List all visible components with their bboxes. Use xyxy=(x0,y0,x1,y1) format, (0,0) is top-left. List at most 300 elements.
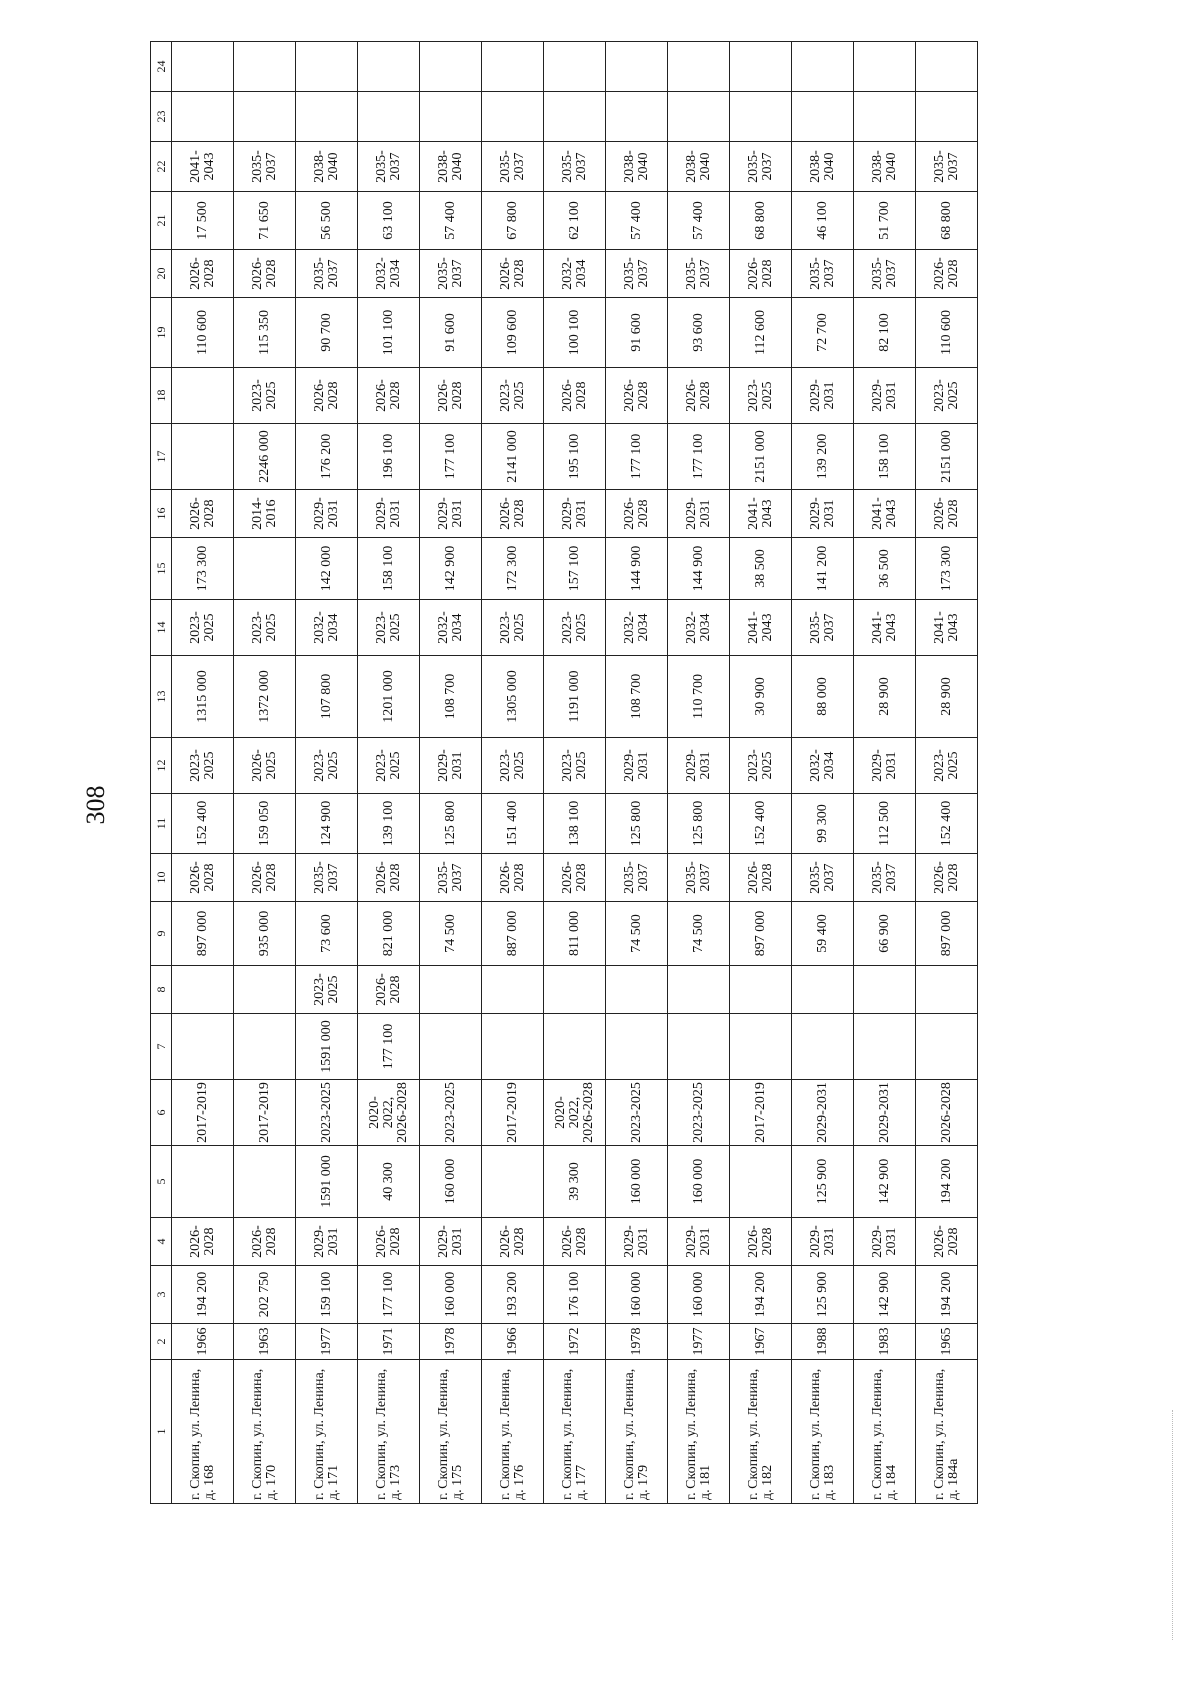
table-cell xyxy=(792,1014,854,1080)
table-cell: 2023-2025 xyxy=(544,600,606,656)
table-cell: 2026-2028 xyxy=(544,1218,606,1266)
address-cell: г. Скопин, ул. Ленина, д. 184а xyxy=(916,1360,978,1504)
table-cell: 2032-2034 xyxy=(544,250,606,298)
address-cell: г. Скопин, ул. Ленина, д. 184 xyxy=(854,1360,916,1504)
table-cell: 2151 000 xyxy=(730,424,792,490)
table-cell xyxy=(544,92,606,142)
table-cell xyxy=(296,42,358,92)
column-number-header: 11 xyxy=(151,794,172,854)
table-cell xyxy=(606,42,668,92)
table-cell: 46 100 xyxy=(792,192,854,250)
table-cell: 176 200 xyxy=(296,424,358,490)
table-cell: 2035-2037 xyxy=(792,600,854,656)
table-cell: 57 400 xyxy=(606,192,668,250)
table-cell: 2023-2025 xyxy=(482,600,544,656)
table-row xyxy=(482,42,544,1504)
table-cell: 1972 xyxy=(544,1324,606,1360)
table-cell: 115 350 xyxy=(234,298,296,368)
table-cell: 1977 xyxy=(296,1324,358,1360)
table-cell: 2041-2043 xyxy=(854,490,916,538)
table-cell: 40 300 xyxy=(358,1146,420,1218)
table-cell: 38 500 xyxy=(730,538,792,600)
table-cell: 2029-2031 xyxy=(296,1218,358,1266)
table-cell: 82 100 xyxy=(854,298,916,368)
table-cell: 2029-2031 xyxy=(792,1080,854,1146)
table-cell: 72 700 xyxy=(792,298,854,368)
table-cell: 125 800 xyxy=(420,794,482,854)
table-cell xyxy=(916,966,978,1014)
table-cell: 1305 000 xyxy=(482,656,544,738)
table-cell: 158 100 xyxy=(854,424,916,490)
table-cell: 2017-2019 xyxy=(730,1080,792,1146)
table-cell: 144 900 xyxy=(668,538,730,600)
table-cell: 90 700 xyxy=(296,298,358,368)
table-cell: 2026-2028 xyxy=(668,368,730,424)
table-cell: 2026-2028 xyxy=(172,490,234,538)
table-cell: 2029-2031 xyxy=(420,1218,482,1266)
table-cell: 2029-2031 xyxy=(358,490,420,538)
table-cell: 1372 000 xyxy=(234,656,296,738)
table-cell: 100 100 xyxy=(544,298,606,368)
table-cell: 2035-2037 xyxy=(854,854,916,902)
table-cell xyxy=(482,42,544,92)
table-cell xyxy=(172,42,234,92)
table-cell: 2026-2028 xyxy=(482,490,544,538)
table-cell: 1966 xyxy=(172,1324,234,1360)
table-cell: 152 400 xyxy=(730,794,792,854)
address-cell: г. Скопин, ул. Ленина, д. 176 xyxy=(482,1360,544,1504)
table-cell xyxy=(234,1014,296,1080)
table-cell xyxy=(234,42,296,92)
table-cell xyxy=(234,92,296,142)
table-cell: 2032-2034 xyxy=(358,250,420,298)
table-cell: 151 400 xyxy=(482,794,544,854)
column-number-header: 20 xyxy=(151,250,172,298)
table-cell xyxy=(420,966,482,1014)
table-cell: 101 100 xyxy=(358,298,420,368)
table-cell xyxy=(668,966,730,1014)
rotated-table-container xyxy=(150,42,1040,1504)
table-cell: 194 200 xyxy=(730,1266,792,1324)
table-cell: 67 800 xyxy=(482,192,544,250)
table-cell: 811 000 xyxy=(544,902,606,966)
table-cell: 2017-2019 xyxy=(172,1080,234,1146)
table-cell: 2035-2037 xyxy=(296,854,358,902)
table-cell: 57 400 xyxy=(668,192,730,250)
table-cell: 196 100 xyxy=(358,424,420,490)
table-cell: 2029-2031 xyxy=(420,490,482,538)
column-number-header: 15 xyxy=(151,538,172,600)
table-cell: 2029-2031 xyxy=(544,490,606,538)
table-cell: 63 100 xyxy=(358,192,420,250)
table-cell: 2035-2037 xyxy=(420,250,482,298)
table-cell xyxy=(172,1146,234,1218)
table-cell: 2017-2019 xyxy=(482,1080,544,1146)
table-cell xyxy=(792,92,854,142)
table-cell: 2026-2028 xyxy=(916,250,978,298)
table-cell: 2023-2025 xyxy=(668,1080,730,1146)
table-cell: 2014-2016 xyxy=(234,490,296,538)
table-cell: 2038-2040 xyxy=(296,142,358,192)
table-cell: 2035-2037 xyxy=(730,142,792,192)
table-cell: 2026-2028 xyxy=(358,966,420,1014)
table-cell: 177 100 xyxy=(420,424,482,490)
table-cell xyxy=(172,966,234,1014)
table-cell: 2023-2025 xyxy=(544,738,606,794)
table-cell xyxy=(730,42,792,92)
table-cell: 57 400 xyxy=(420,192,482,250)
table-cell xyxy=(420,92,482,142)
table-cell: 1978 xyxy=(420,1324,482,1360)
table-cell: 1966 xyxy=(482,1324,544,1360)
table-cell: 2023-2025 xyxy=(296,1080,358,1146)
table-row xyxy=(234,42,296,1504)
table-cell: 2029-2031 xyxy=(606,1218,668,1266)
address-cell: г. Скопин, ул. Ленина, д. 173 xyxy=(358,1360,420,1504)
table-cell: 2026-2028 xyxy=(482,854,544,902)
table-cell: 112 500 xyxy=(854,794,916,854)
table-cell: 68 800 xyxy=(916,192,978,250)
column-number-header: 17 xyxy=(151,424,172,490)
table-cell: 88 000 xyxy=(792,656,854,738)
table-cell: 2038-2040 xyxy=(668,142,730,192)
table-cell: 2023-2025 xyxy=(296,966,358,1014)
column-number-header: 10 xyxy=(151,854,172,902)
table-cell: 2023-2025 xyxy=(916,738,978,794)
table-cell: 2026-2028 xyxy=(234,854,296,902)
table-cell: 2029-2031 xyxy=(854,368,916,424)
address-cell: г. Скопин, ул. Ленина, д. 170 xyxy=(234,1360,296,1504)
table-cell: 139 100 xyxy=(358,794,420,854)
table-cell xyxy=(544,1014,606,1080)
table-cell: 2035-2037 xyxy=(792,854,854,902)
table-cell: 2035-2037 xyxy=(420,854,482,902)
table-cell: 177 100 xyxy=(358,1014,420,1080)
column-number-header: 21 xyxy=(151,192,172,250)
table-cell: 28 900 xyxy=(916,656,978,738)
table-cell: 108 700 xyxy=(606,656,668,738)
table-cell xyxy=(234,1146,296,1218)
table-cell: 74 500 xyxy=(668,902,730,966)
column-number-header: 8 xyxy=(151,966,172,1014)
table-cell xyxy=(172,368,234,424)
table-cell: 2023-2025 xyxy=(916,368,978,424)
table-cell xyxy=(296,92,358,142)
table-cell: 1977 xyxy=(668,1324,730,1360)
table-cell: 2038-2040 xyxy=(420,142,482,192)
table-cell: 2029-2031 xyxy=(420,738,482,794)
table-cell: 91 600 xyxy=(420,298,482,368)
column-number-header: 19 xyxy=(151,298,172,368)
table-cell: 110 600 xyxy=(172,298,234,368)
table-cell: 2023-2025 xyxy=(172,738,234,794)
table-cell: 1978 xyxy=(606,1324,668,1360)
table-cell: 36 500 xyxy=(854,538,916,600)
table-cell: 2032-2034 xyxy=(792,738,854,794)
table-body xyxy=(172,42,978,1504)
table-cell: 194 200 xyxy=(916,1266,978,1324)
table-cell: 2029-2031 xyxy=(668,1218,730,1266)
table-cell xyxy=(730,966,792,1014)
table-cell: 194 200 xyxy=(172,1266,234,1324)
table-cell: 66 900 xyxy=(854,902,916,966)
table-row xyxy=(296,42,358,1504)
table-cell: 160 000 xyxy=(606,1146,668,1218)
table-cell: 160 000 xyxy=(420,1146,482,1218)
table-cell: 2032-2034 xyxy=(420,600,482,656)
column-number-header: 7 xyxy=(151,1014,172,1080)
table-cell: 2026-2028 xyxy=(358,368,420,424)
scan-artifact xyxy=(1172,1410,1175,1640)
table-cell: 1965 xyxy=(916,1324,978,1360)
table-cell xyxy=(420,42,482,92)
table-cell: 194 200 xyxy=(916,1146,978,1218)
table-cell xyxy=(668,1014,730,1080)
table-row xyxy=(606,42,668,1504)
table-cell: 2035-2037 xyxy=(792,250,854,298)
table-cell: 109 600 xyxy=(482,298,544,368)
table-cell: 51 700 xyxy=(854,192,916,250)
table-cell: 2020-2022, 2026-2028 xyxy=(544,1080,606,1146)
table-cell: 2026-2028 xyxy=(916,854,978,902)
table-cell: 2035-2037 xyxy=(668,250,730,298)
table-cell xyxy=(358,92,420,142)
table-cell: 2029-2031 xyxy=(854,1218,916,1266)
table-cell: 91 600 xyxy=(606,298,668,368)
table-cell xyxy=(668,92,730,142)
table-cell: 158 100 xyxy=(358,538,420,600)
table-cell: 139 200 xyxy=(792,424,854,490)
table-cell: 1591 000 xyxy=(296,1014,358,1080)
table-cell xyxy=(916,92,978,142)
table-cell xyxy=(482,1146,544,1218)
table-cell: 159 100 xyxy=(296,1266,358,1324)
table-cell: 1201 000 xyxy=(358,656,420,738)
table-cell: 2026-2028 xyxy=(172,1218,234,1266)
table-cell: 2035-2037 xyxy=(234,142,296,192)
table-cell: 2026-2028 xyxy=(296,368,358,424)
column-number-header: 14 xyxy=(151,600,172,656)
column-number-header: 16 xyxy=(151,490,172,538)
table-cell: 1971 xyxy=(358,1324,420,1360)
table-cell: 74 500 xyxy=(420,902,482,966)
table-cell: 159 050 xyxy=(234,794,296,854)
table-cell xyxy=(792,42,854,92)
table-cell: 2023-2025 xyxy=(358,600,420,656)
table-cell: 2151 000 xyxy=(916,424,978,490)
table-cell: 2026-2028 xyxy=(172,250,234,298)
table-cell: 2026-2028 xyxy=(916,1080,978,1146)
table-cell xyxy=(544,42,606,92)
housing-register-table xyxy=(150,41,978,1504)
table-cell xyxy=(234,538,296,600)
table-row xyxy=(420,42,482,1504)
table-cell: 2035-2037 xyxy=(358,142,420,192)
table-cell xyxy=(482,1014,544,1080)
table-cell: 2038-2040 xyxy=(792,142,854,192)
table-cell: 935 000 xyxy=(234,902,296,966)
table-cell: 176 100 xyxy=(544,1266,606,1324)
table-cell: 2023-2025 xyxy=(296,738,358,794)
table-row xyxy=(854,42,916,1504)
table-cell: 125 900 xyxy=(792,1266,854,1324)
address-cell: г. Скопин, ул. Ленина, д. 182 xyxy=(730,1360,792,1504)
table-cell: 173 300 xyxy=(916,538,978,600)
table-cell: 2026-2028 xyxy=(420,368,482,424)
table-row xyxy=(916,42,978,1504)
table-cell: 2026-2028 xyxy=(358,1218,420,1266)
table-cell: 144 900 xyxy=(606,538,668,600)
table-cell: 59 400 xyxy=(792,902,854,966)
table-cell: 74 500 xyxy=(606,902,668,966)
table-cell: 177 100 xyxy=(358,1266,420,1324)
table-cell xyxy=(234,966,296,1014)
table-cell xyxy=(916,42,978,92)
page-number: 308 xyxy=(81,785,110,825)
table-cell xyxy=(172,424,234,490)
table-row xyxy=(792,42,854,1504)
table-cell: 2029-2031 xyxy=(792,1218,854,1266)
table-cell: 2035-2037 xyxy=(606,250,668,298)
column-number-header: 4 xyxy=(151,1218,172,1266)
table-cell: 56 500 xyxy=(296,192,358,250)
table-cell: 2035-2037 xyxy=(296,250,358,298)
table-cell: 93 600 xyxy=(668,298,730,368)
table-cell: 2023-2025 xyxy=(234,368,296,424)
table-cell: 173 300 xyxy=(172,538,234,600)
table-cell xyxy=(606,92,668,142)
table-cell: 2023-2025 xyxy=(172,600,234,656)
table-cell xyxy=(730,92,792,142)
table-cell: 1191 000 xyxy=(544,656,606,738)
table-cell xyxy=(482,92,544,142)
table-cell: 193 200 xyxy=(482,1266,544,1324)
table-cell: 108 700 xyxy=(420,656,482,738)
table-row xyxy=(544,42,606,1504)
table-cell: 2023-2025 xyxy=(234,600,296,656)
table-cell xyxy=(854,966,916,1014)
table-cell: 2029-2031 xyxy=(668,738,730,794)
table-cell: 141 200 xyxy=(792,538,854,600)
table-cell: 897 000 xyxy=(172,902,234,966)
table-cell: 2035-2037 xyxy=(668,854,730,902)
address-cell: г. Скопин, ул. Ленина, д. 179 xyxy=(606,1360,668,1504)
table-cell: 2041-2043 xyxy=(730,600,792,656)
table-cell xyxy=(358,42,420,92)
table-cell: 2026-2028 xyxy=(234,1218,296,1266)
table-cell xyxy=(916,1014,978,1080)
table-cell: 2035-2037 xyxy=(854,250,916,298)
table-cell: 2029-2031 xyxy=(792,368,854,424)
table-cell: 195 100 xyxy=(544,424,606,490)
table-cell: 2023-2025 xyxy=(730,738,792,794)
table-cell: 2023-2025 xyxy=(358,738,420,794)
table-cell: 62 100 xyxy=(544,192,606,250)
table-cell: 107 800 xyxy=(296,656,358,738)
table-cell: 2032-2034 xyxy=(606,600,668,656)
table-cell: 125 800 xyxy=(606,794,668,854)
table-cell: 2023-2025 xyxy=(606,1080,668,1146)
column-number-header: 24 xyxy=(151,42,172,92)
table-cell: 124 900 xyxy=(296,794,358,854)
table-cell: 125 800 xyxy=(668,794,730,854)
table-cell: 2041-2043 xyxy=(730,490,792,538)
column-number-header: 2 xyxy=(151,1324,172,1360)
column-number-header: 3 xyxy=(151,1266,172,1324)
table-cell: 142 900 xyxy=(420,538,482,600)
table-cell: 2026-2028 xyxy=(730,854,792,902)
table-cell: 138 100 xyxy=(544,794,606,854)
table-cell: 2023-2025 xyxy=(482,738,544,794)
table-cell: 2038-2040 xyxy=(606,142,668,192)
table-cell: 157 100 xyxy=(544,538,606,600)
table-cell: 2023-2025 xyxy=(482,368,544,424)
table-cell: 110 600 xyxy=(916,298,978,368)
table-cell: 160 000 xyxy=(668,1266,730,1324)
table-cell: 110 700 xyxy=(668,656,730,738)
table-cell: 2029-2031 xyxy=(854,1080,916,1146)
table-cell: 1315 000 xyxy=(172,656,234,738)
table-cell: 2026-2028 xyxy=(730,1218,792,1266)
table-cell xyxy=(854,42,916,92)
table-cell xyxy=(172,92,234,142)
table-cell xyxy=(544,966,606,1014)
table-cell: 2026-2028 xyxy=(234,250,296,298)
table-cell: 73 600 xyxy=(296,902,358,966)
column-number-header: 23 xyxy=(151,92,172,142)
table-cell: 177 100 xyxy=(668,424,730,490)
column-number-header: 6 xyxy=(151,1080,172,1146)
table-cell xyxy=(420,1014,482,1080)
table-cell: 202 750 xyxy=(234,1266,296,1324)
table-cell: 2026-2028 xyxy=(482,1218,544,1266)
table-cell: 897 000 xyxy=(730,902,792,966)
table-cell: 2026-2028 xyxy=(916,1218,978,1266)
table-cell: 2026-2028 xyxy=(544,854,606,902)
column-number-header: 5 xyxy=(151,1146,172,1218)
table-cell: 99 300 xyxy=(792,794,854,854)
table-cell xyxy=(482,966,544,1014)
table-cell: 2032-2034 xyxy=(668,600,730,656)
table-cell: 2029-2031 xyxy=(854,738,916,794)
table-row xyxy=(730,42,792,1504)
table-cell: 2026-2028 xyxy=(730,250,792,298)
address-cell: г. Скопин, ул. Ленина, д. 171 xyxy=(296,1360,358,1504)
table-cell: 2035-2037 xyxy=(606,854,668,902)
table-cell: 897 000 xyxy=(916,902,978,966)
table-row xyxy=(668,42,730,1504)
table-cell xyxy=(730,1146,792,1218)
column-number-header: 18 xyxy=(151,368,172,424)
address-cell: г. Скопин, ул. Ленина, д. 175 xyxy=(420,1360,482,1504)
table-row xyxy=(358,42,420,1504)
column-number-header: 9 xyxy=(151,902,172,966)
table-cell: 2026-2028 xyxy=(482,250,544,298)
table-cell xyxy=(172,1014,234,1080)
table-cell: 142 900 xyxy=(854,1146,916,1218)
table-cell: 30 900 xyxy=(730,656,792,738)
table-cell: 2035-2037 xyxy=(482,142,544,192)
table-cell: 2026-2028 xyxy=(358,854,420,902)
table-cell: 2038-2040 xyxy=(854,142,916,192)
table-cell: 2026-2028 xyxy=(606,368,668,424)
table-cell: 177 100 xyxy=(606,424,668,490)
table-cell xyxy=(854,1014,916,1080)
table-cell xyxy=(854,92,916,142)
table-cell: 1967 xyxy=(730,1324,792,1360)
table-cell: 112 600 xyxy=(730,298,792,368)
table-cell: 1983 xyxy=(854,1324,916,1360)
